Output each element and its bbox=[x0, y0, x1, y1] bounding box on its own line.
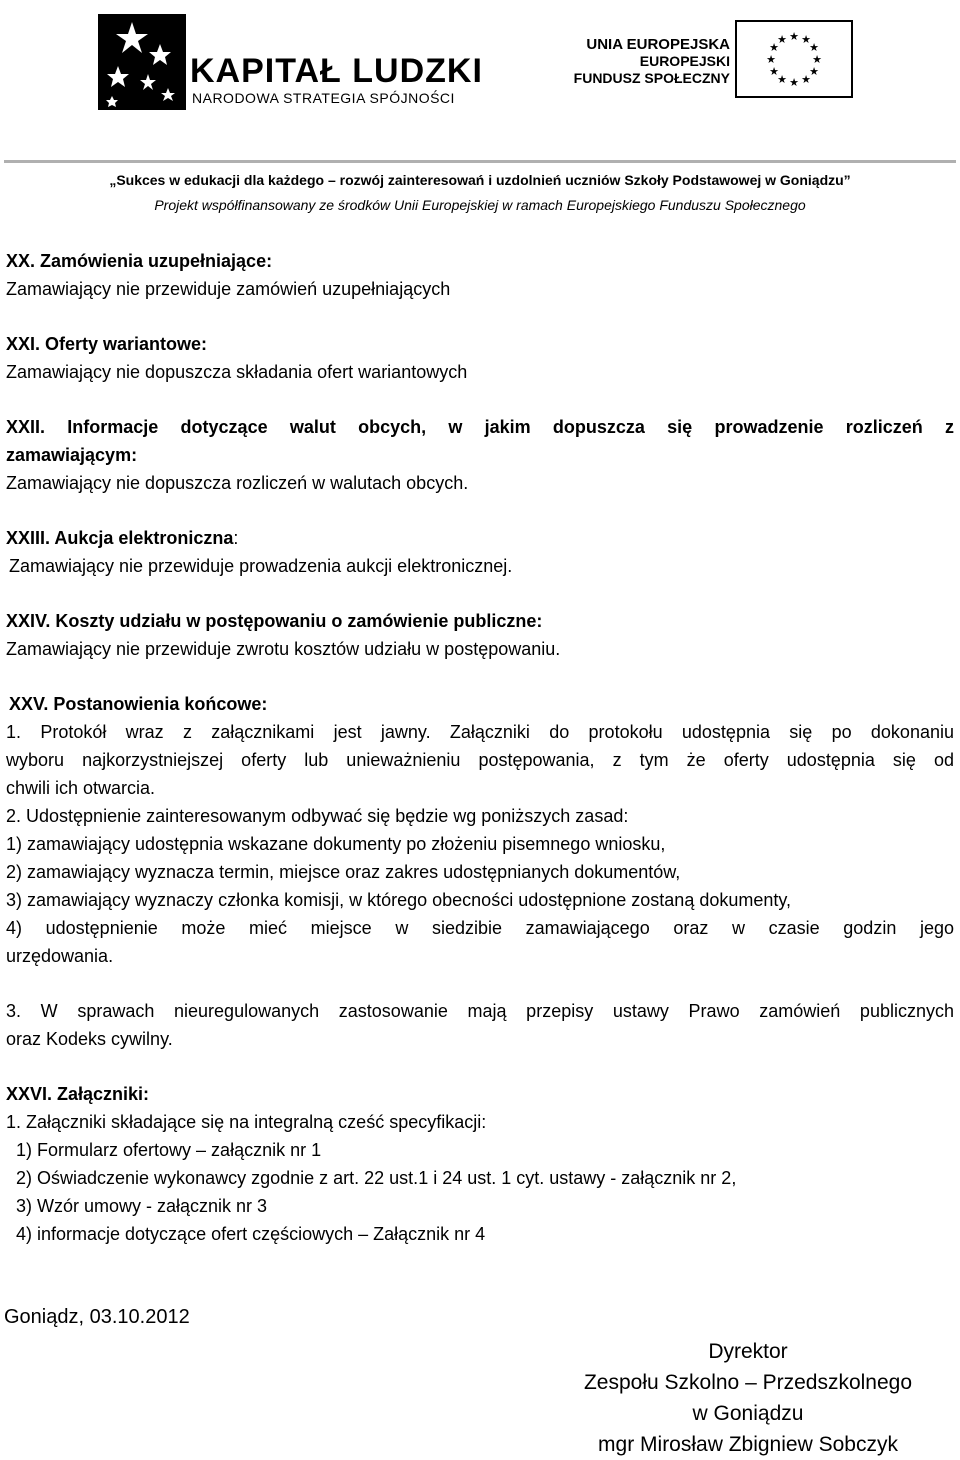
eu-logo-line3: FUNDUSZ SPOŁECZNY bbox=[573, 70, 730, 86]
svg-text:★: ★ bbox=[801, 33, 811, 46]
attachment-item-1: 1) Formularz ofertowy – załącznik nr 1 bbox=[16, 1140, 322, 1160]
section-xxv-p2-intro: 2. Udostępnienie zainteresowanym odbywać się będzie wg poniższych zasad: bbox=[6, 806, 629, 826]
stars-mosaic-icon bbox=[98, 14, 186, 110]
section-xxii-text: Zamawiający nie dopuszcza rozliczeń w walutach obcych. bbox=[6, 473, 469, 493]
svg-text:★: ★ bbox=[769, 65, 779, 78]
section-xxv-p3-line1: 3. W sprawach nieuregulowanych zastosowanie mają przepisy ustawy Prawo zamówień publicznych bbox=[6, 1001, 954, 1021]
eu-logo-line1: UNIA EUROPEJSKA bbox=[586, 36, 730, 53]
document-body bbox=[6, 247, 954, 1248]
attachment-item-4: 4) informacje dotyczące ofert częściowych – Załącznik nr 4 bbox=[16, 1224, 486, 1244]
svg-text:★: ★ bbox=[812, 53, 822, 66]
svg-text:★: ★ bbox=[809, 65, 819, 78]
svg-text:★: ★ bbox=[769, 41, 779, 54]
section-xxv-p1-line2: wyboru najkorzystniejszej oferty lub unieważnieniu postępowania, z tym że oferty udostępnia się od bbox=[6, 750, 954, 770]
section-xxv-p3-line2: oraz Kodeks cywilny. bbox=[6, 1029, 173, 1049]
svg-text:★: ★ bbox=[801, 73, 811, 86]
section-xxv-p1-line3: chwili ich otwarcia. bbox=[6, 778, 156, 798]
svg-text:★: ★ bbox=[777, 33, 787, 46]
svg-text:★: ★ bbox=[789, 76, 799, 89]
section-xxv-p2-item-3: 3) zamawiający wyznaczy członka komisji, w którego obecności udostępnione zostaną dokumenty, bbox=[6, 890, 792, 910]
section-xxiii-heading-row bbox=[6, 524, 954, 552]
section-xxiv-heading: XXIV. Koszty udziału w postępowaniu o zamówienie publiczne: bbox=[6, 611, 543, 631]
section-xxv-p2-item-2: 2) zamawiający wyznacza termin, miejsce oraz zakres udostępnianych dokumentów, bbox=[6, 862, 681, 882]
eu-logo-text bbox=[574, 36, 730, 87]
header-divider bbox=[4, 160, 956, 163]
section-xxv-heading: XXV. Postanowienia końcowe: bbox=[9, 694, 268, 714]
eu-stars-flag-icon bbox=[735, 20, 853, 98]
attachment-item-2: 2) Oświadczenie wykonawcy zgodnie z art. 22 ust.1 i 24 ust. 1 cyt. ustawy - załącznik nr 2, bbox=[16, 1168, 737, 1188]
section-xxv-p2-item-4-line1: 4) udostępnienie może mieć miejsce w siedzibie zamawiającego oraz w czasie godzin jego bbox=[6, 918, 954, 938]
project-title: „Sukces w edukacji dla każdego – rozwój zainteresowań i uzdolnień uczniów Szkoły Podstawowej w Goniądzu” bbox=[109, 172, 851, 188]
section-xxiv-text: Zamawiający nie przewiduje zwrotu kosztów udziału w postępowaniu. bbox=[6, 639, 561, 659]
section-xxv-p2-item-4-line2: urzędowania. bbox=[6, 946, 114, 966]
section-xxiii-heading-suffix: : bbox=[233, 528, 239, 548]
section-xxvi-heading: XXVI. Załączniki: bbox=[6, 1084, 150, 1104]
project-subtitle: Projekt współfinansowany ze środków Unii Europejskiej w ramach Europejskiego Funduszu Społecznego bbox=[154, 197, 806, 213]
svg-text:★: ★ bbox=[777, 73, 787, 86]
section-xxvi-intro: 1. Załączniki składające się na integralną cześć specyfikacji: bbox=[6, 1112, 487, 1132]
section-xxiii-heading: XXIII. Aukcja elektroniczna bbox=[6, 528, 234, 548]
section-xxi-heading: XXI. Oferty wariantowe: bbox=[6, 334, 208, 354]
section-xxv-p2-item-1: 1) zamawiający udostępnia wskazane dokumenty po złożeniu pisemnego wniosku, bbox=[6, 834, 666, 854]
section-xxiii-text: Zamawiający nie przewiduje prowadzenia aukcji elektronicznej. bbox=[9, 556, 513, 576]
eu-logo bbox=[573, 20, 860, 100]
logo-title: KAPITAŁ LUDZKI bbox=[190, 52, 483, 90]
logo-subtitle: NARODOWA STRATEGIA SPÓJNOŚCI bbox=[192, 90, 455, 106]
svg-text:★: ★ bbox=[766, 53, 776, 66]
place-and-date: Goniądz, 03.10.2012 bbox=[4, 1306, 190, 1328]
signature-line-4: mgr Mirosław Zbigniew Sobczyk bbox=[598, 1433, 898, 1456]
signature-line-3: w Goniądzu bbox=[692, 1402, 804, 1425]
svg-text:★: ★ bbox=[809, 41, 819, 54]
section-xxv-p1-line1: 1. Protokół wraz z załącznikami jest jawny. Załączniki do protokołu udostępnia się po dokonaniu bbox=[6, 722, 954, 742]
eu-logo-line2: EUROPEJSKI bbox=[639, 53, 730, 69]
section-xxi-text: Zamawiający nie dopuszcza składania ofert wariantowych bbox=[6, 362, 468, 382]
kapital-ludzki-logo bbox=[98, 14, 483, 114]
section-xx-text: Zamawiający nie przewiduje zamówień uzupełniających bbox=[6, 279, 451, 299]
section-xxii-heading-line1: XXII. Informacje dotyczące walut obcych, w jakim dopuszcza się prowadzenie rozliczeń z bbox=[6, 417, 954, 437]
signature-block bbox=[548, 1336, 948, 1460]
svg-text:★: ★ bbox=[789, 30, 799, 43]
attachment-item-3: 3) Wzór umowy - załącznik nr 3 bbox=[16, 1196, 268, 1216]
signature-line-2: Zespołu Szkolno – Przedszkolnego bbox=[583, 1371, 913, 1394]
section-xxii-heading-line2: zamawiającym: bbox=[6, 445, 138, 465]
signature-line-1: Dyrektor bbox=[708, 1340, 788, 1363]
section-xx-heading: XX. Zamówienia uzupełniające: bbox=[6, 251, 273, 271]
